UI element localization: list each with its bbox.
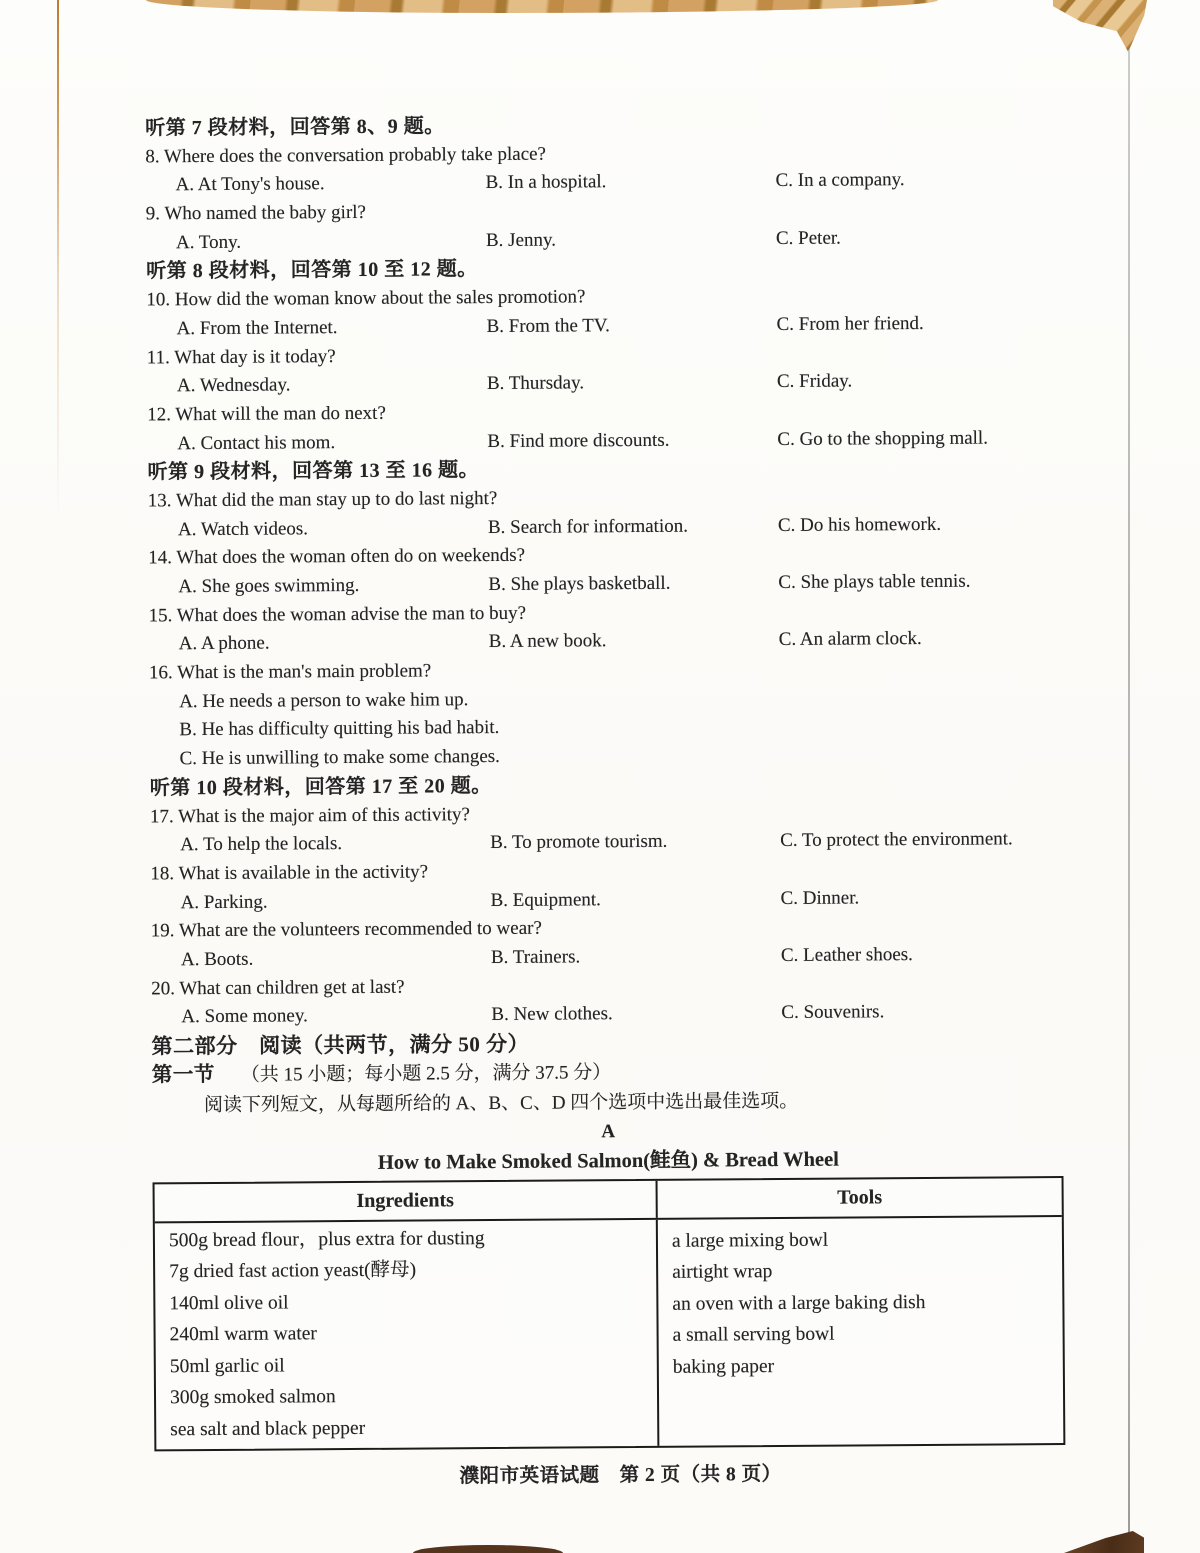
option-b: B. Search for information. [487, 515, 689, 538]
table-header-row [155, 1178, 1062, 1223]
ingredient-item: 500g bread flour，plus extra for dusting [168, 1228, 485, 1252]
option-b: B. New clothes. [491, 1003, 613, 1026]
page-corner-shadow-bottom-right [1064, 1531, 1144, 1553]
tool-item: a large mixing bowl [671, 1229, 829, 1252]
passage-label: A [601, 1121, 616, 1143]
option-b: B. In a hospital. [485, 171, 607, 194]
option-a: A. Contact his mom. [177, 431, 336, 454]
wood-desk-corner-top-right [1053, 0, 1147, 52]
option-b: B. To promote tourism. [490, 830, 668, 854]
tool-item: an oven with a large baking dish [672, 1291, 926, 1315]
option-c: C. Leather shoes. [780, 944, 913, 966]
question-16: 16. What is the man's main problem? [148, 660, 432, 684]
ingredient-item: 240ml warm water [169, 1323, 317, 1346]
option-a: A. Some money. [181, 1005, 308, 1028]
option-a: A. Boots. [180, 948, 254, 971]
tool-item: airtight wrap [672, 1261, 773, 1284]
option-a: A. Watch videos. [177, 517, 309, 540]
option-b: B. Find more discounts. [487, 429, 670, 452]
option-c: C. She plays table tennis. [778, 570, 971, 594]
option-a: A. She goes swimming. [178, 574, 360, 598]
option-a: A. At Tony's house. [175, 173, 325, 196]
ingredients-cell [155, 1220, 660, 1450]
question-12: 12. What will the man do next? [147, 402, 386, 426]
question-16-option-b: B. He has difficulty quitting his bad habit. [179, 717, 500, 741]
option-b: B. From the TV. [486, 315, 610, 337]
option-c: C. Do his homework. [777, 513, 942, 536]
page-edge-shadow-bottom [413, 1545, 563, 1553]
section1-label: 第一节 [151, 1064, 215, 1087]
material-heading-7: 听第 7 段材料，回答第 8、9 题。 [145, 115, 445, 140]
question-11: 11. What day is it today? [146, 345, 336, 368]
option-c: C. From her friend. [776, 312, 924, 335]
option-b: B. A new book. [488, 630, 607, 653]
option-c: C. Dinner. [780, 887, 860, 909]
ingredient-item: 140ml olive oil [169, 1292, 289, 1315]
question-17: 17. What is the major aim of this activity? [149, 803, 470, 827]
option-a: A. Parking. [180, 891, 268, 913]
tools-cell [658, 1217, 1064, 1446]
option-a: A. A phone. [178, 632, 270, 655]
option-b: B. Jenny. [485, 229, 557, 251]
option-c: C. Peter. [775, 227, 841, 249]
wood-desk-edge-top [146, 0, 938, 13]
tool-item: a small serving bowl [672, 1324, 835, 1347]
option-c: C. Souvenirs. [781, 1001, 885, 1024]
option-b: B. Trainers. [490, 946, 581, 968]
ingredient-item: 7g dried fast action yeast(酵母) [169, 1260, 417, 1283]
option-a: A. From the Internet. [176, 316, 338, 340]
question-13: 13. What did the man stay up to do last night? [147, 487, 498, 512]
page-footer: 濮阳市英语试题 第 2 页（共 8 页） [459, 1464, 782, 1488]
tool-item: baking paper [672, 1356, 775, 1378]
option-c: C. Go to the shopping mall. [777, 427, 988, 450]
exam-page-content [145, 108, 1067, 1495]
ingredient-item: 300g smoked salmon [169, 1386, 336, 1409]
question-9: 9. Who named the baby girl? [145, 201, 367, 225]
question-8: 8. Where does the conversation probably take place? [145, 143, 547, 168]
col-header-ingredients: Ingredients [155, 1181, 658, 1222]
option-c: C. An alarm clock. [778, 628, 922, 651]
question-20: 20. What can children get at last? [151, 976, 405, 1000]
section1-info: （共 15 小题；每小题 2.5 分，满分 37.5 分） [240, 1062, 612, 1087]
question-18: 18. What is available in the activity? [150, 861, 429, 885]
option-c: C. In a company. [775, 169, 905, 192]
question-16-option-c: C. He is unwilling to make some changes. [179, 746, 500, 770]
option-c: C. To protect the environment. [780, 828, 1013, 852]
question-19: 19. What are the volunteers recommended to wear? [150, 917, 542, 942]
option-b: B. Equipment. [490, 888, 601, 911]
option-a: A. To help the locals. [180, 833, 343, 856]
material-heading-9: 听第 9 段材料，回答第 13 至 16 题。 [147, 459, 480, 484]
option-a: A. Wednesday. [176, 374, 291, 397]
material-heading-8: 听第 8 段材料，回答第 10 至 12 题。 [146, 258, 478, 283]
question-14: 14. What does the woman often do on weekends? [148, 545, 526, 569]
ingredient-item: sea salt and black pepper [170, 1417, 366, 1441]
option-a: A. Tony. [175, 231, 242, 253]
question-10: 10. How did the woman know about the sales promotion? [146, 286, 586, 311]
table-body-row [155, 1217, 1064, 1450]
option-b: B. Thursday. [486, 372, 585, 395]
question-15: 15. What does the woman advise the man to buy? [148, 602, 527, 627]
reading-instruction: 阅读下列短文，从每题所给的 A、B、C、D 四个选项中选出最佳选项。 [203, 1090, 799, 1116]
question-16-option-a: A. He needs a person to wake him up. [179, 688, 469, 712]
passage-title: How to Make Smoked Salmon(鲑鱼) & Bread Wheel [377, 1148, 839, 1174]
option-c: C. Friday. [776, 370, 853, 393]
ingredient-item: 50ml garlic oil [169, 1355, 285, 1378]
part2-header: 第二部分 阅读（共两节，满分 50 分） [151, 1031, 530, 1059]
page-edge-line-right [1128, 50, 1130, 1536]
page-edge-line-left [57, 0, 59, 520]
col-header-tools: Tools [837, 1186, 883, 1209]
option-b: B. She plays basketball. [488, 572, 671, 596]
material-heading-10: 听第 10 段材料，回答第 17 至 20 题。 [149, 774, 492, 800]
ingredients-tools-table [153, 1176, 1066, 1452]
